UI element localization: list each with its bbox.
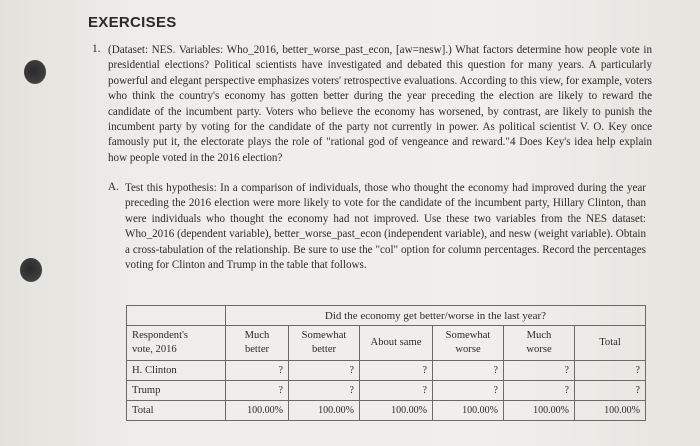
table-cell: 100.00% (360, 401, 433, 421)
question-text: (Dataset: NES. Variables: Who_2016, better_worse_past_econ, [aw=nesw].) What factors determine how people vote in presidential elections? Political scientists have investigated and debated this question for many years. A particularly powerful and elegant perspective emphasizes voters' retrospective evaluations. According to this view, for example, voters who think the country's economy has gotten better during the year preceding the election are likely to reward the candidate of the incumbent party. Voters who believe the economy has worsened, by contrast, are likely to punish the incumbent party by voting for the candidate of the party not currently in power. As political scientist V. O. Key once famously put it, the electorate plays the role of "rational god of vengeance and reward."4 Does Key's idea help explain how people voted in the 2016 election? (108, 44, 652, 164)
table-cell: ? (575, 381, 646, 401)
table-cell: ? (226, 381, 289, 401)
table-caption: Did the economy get better/worse in the last year? (226, 306, 646, 326)
row-label: Trump (127, 381, 226, 401)
row-label: H. Clinton (127, 361, 226, 381)
table-cell: 100.00% (289, 401, 360, 421)
question-number: 1. (92, 43, 101, 55)
column-header: Much worse (504, 326, 575, 361)
crosstab-table (126, 305, 646, 421)
table-cell: ? (575, 361, 646, 381)
part-label: A. (108, 181, 119, 193)
row-label: Total (127, 401, 226, 421)
table-cell: 100.00% (504, 401, 575, 421)
table-cell: ? (360, 381, 433, 401)
table-cell: ? (226, 361, 289, 381)
part-text: Test this hypothesis: In a comparison of individuals, those who thought the economy had improved during the year preceding the 2016 election were more likely to vote for the candidate of the incumbent party, Hillary Clinton, than were individuals who thought the economy had not improved. Use these two variables from the NES dataset: Who_2016 (dependent variable), better_worse_past_econ (independent variable), and nesw (weight variable). Obtain a cross-tabulation of the relationship. Be sure to use the "col" option for column percentages. Record the percentages voting for Clinton and Trump in the table that follows. (125, 182, 646, 272)
table-cell: ? (433, 381, 504, 401)
table-cell: 100.00% (433, 401, 504, 421)
table-cell: 100.00% (226, 401, 289, 421)
table-cell: ? (289, 361, 360, 381)
row-header-line1: Respondent's (132, 330, 189, 341)
column-header: About same (360, 326, 433, 361)
column-header: Somewhat better (289, 326, 360, 361)
table-cell: 100.00% (575, 401, 646, 421)
table-cell: ? (289, 381, 360, 401)
column-header: Much better (226, 326, 289, 361)
table-row (127, 381, 646, 401)
table-row (127, 361, 646, 381)
binder-hole (20, 258, 42, 282)
column-header: Somewhat worse (433, 326, 504, 361)
table-cell: ? (504, 361, 575, 381)
table-cell: ? (433, 361, 504, 381)
table-corner-cell (127, 306, 226, 326)
binder-hole (24, 60, 46, 84)
column-header: Total (575, 326, 646, 361)
table-cell: ? (360, 361, 433, 381)
row-header-line2: vote, 2016 (132, 344, 177, 355)
table-cell: ? (504, 381, 575, 401)
exercises-heading: EXERCISES (88, 14, 177, 31)
table-row (127, 401, 646, 421)
row-header (127, 326, 226, 361)
